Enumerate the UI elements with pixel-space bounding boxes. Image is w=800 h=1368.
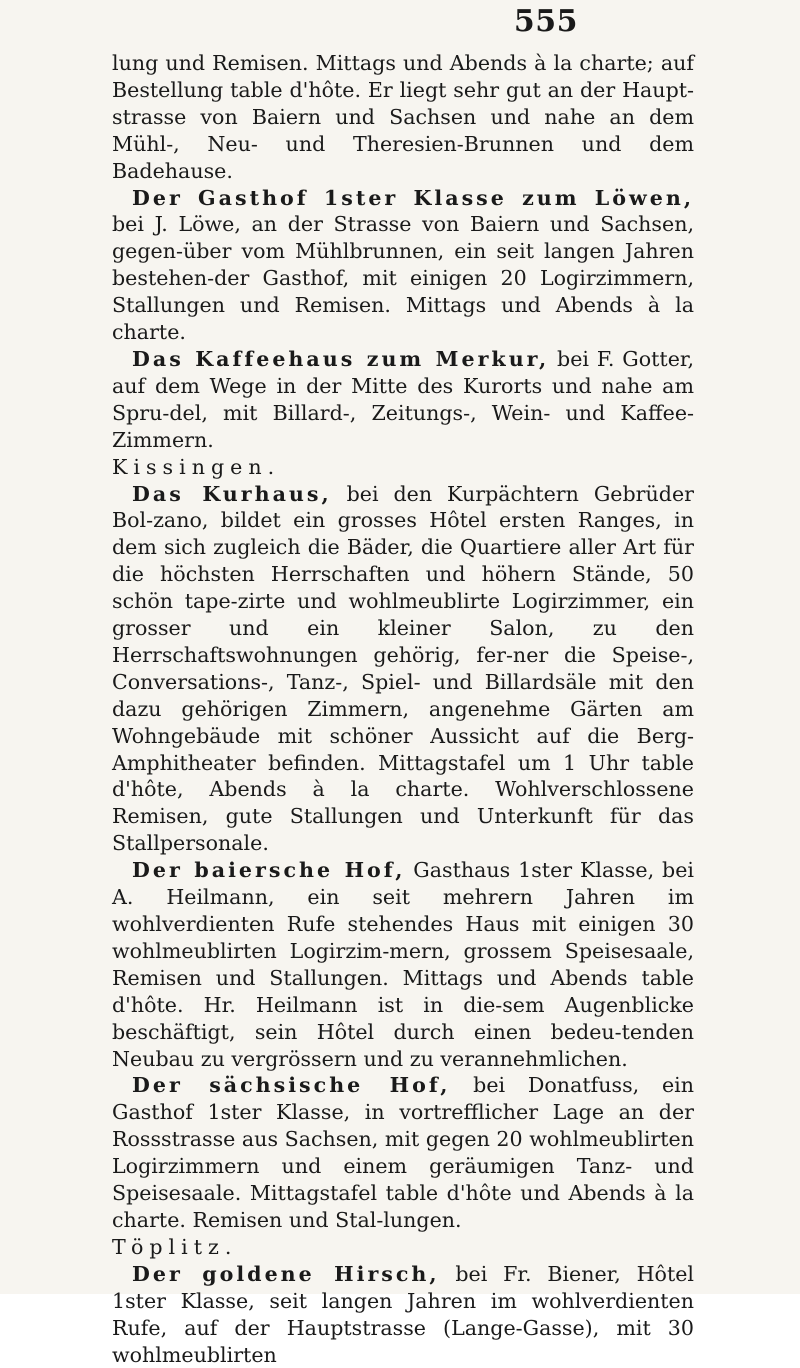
entry-lead: Der sächsische Hof,: [132, 1073, 451, 1098]
entry-lead: Das Kurhaus,: [132, 481, 332, 506]
entry-baierscher-hof: [112, 857, 694, 1072]
entry-goldener-hirsch: [112, 1261, 694, 1368]
paragraph-text: lung und Remisen. Mittags und Abends à la charte; auf Bestellung table d'hôte. Er liegt sehr gut an der Haupt-strasse von Baiern und Sachsen und nahe an dem Mühl-, Neu- und Theresien-Brunnen und dem Badehause.: [112, 51, 694, 183]
page-number: 555: [513, 4, 578, 39]
entry-lead: Der goldene Hirsch,: [132, 1261, 440, 1286]
entry-text: bei J. Löwe, an der Strasse von Baiern und Sachsen, gegen-über vom Mühlbrunnen, ein seit langen Jahren bestehen-der Gasthof, mit einigen 20 Logirzimmern, Stallungen und Remisen. Mittags und Abends à la charte.: [112, 212, 694, 345]
entry-text: bei Donatfuss, ein Gasthof 1ster Klasse, in vortrefflicher Lage an der Rossstrasse aus Sachsen, mit gegen 20 wohlmeublirten Logirzimmern und einem geräumigen Tanz- und Speisesaale. Mittagstafel table d'hôte und Abends à la charte. Remisen und Stal-lungen.: [112, 1073, 694, 1232]
entry-lead: Der Gasthof 1ster Klasse zum Löwen,: [132, 185, 694, 210]
entry-text: bei den Kurpächtern Gebrüder Bol-zano, bildet ein grosses Hôtel ersten Ranges, in dem sich zugleich die Bäder, die Quartiere aller Art für die höchsten Herrschaften und höhern Stände, 50 schön tape-zirte und wohlmeublirte Logirzimmer, ein grosser und ein kleiner Salon, zu den Herrschaftswohnungen gehörig, fer-ner die Speise-, Conversations-, Tanz-, Spiel- und Billardsäle mit den dazu gehörigen Zimmern, angenehme Gärten am Wohngebäude mit schöner Aussicht auf die Berg-Amphitheater befinden. Mittagstafel um 1 Uhr table d'hôte, Abends à la charte. Wohlverschlossene Remisen, gute Stallungen und Unterkunft für das Stallpersonale.: [112, 481, 694, 856]
paragraph-continuation: [112, 50, 694, 185]
entry-text: bei F. Gotter, auf dem Wege in der Mitte des Kurorts und nahe am Spru-del, mit Billard-, Zeitungs-, Wein- und Kaffee-Zimmern.: [112, 346, 695, 452]
entry-kaffeehaus-merkur: [112, 346, 694, 454]
page-body: [112, 50, 694, 1368]
entry-lead: Das Kaffeehaus zum Merkur,: [132, 346, 550, 371]
entry-lead: Der baiersche Hof,: [132, 858, 406, 883]
section-heading-kissingen: Kissingen.: [112, 454, 281, 479]
entry-text: bei Fr. Biener, Hôtel 1ster Klasse, seit langen Jahren im wohlverdienten Rufe, auf der Hauptstrasse (Lange-Gasse), mit 30 wohlmeublirten: [112, 1261, 694, 1367]
entry-gasthof-loewen: [112, 185, 694, 346]
entry-saechsischer-hof: [112, 1072, 694, 1233]
entry-text: Gasthaus 1ster Klasse, bei A. Heilmann, ein seit mehrern Jahren im wohlverdienten Rufe stehendes Haus mit einigen 30 wohlmeublirten Logirzim-mern, grossem Speisesaale, Remisen und Stallungen. Mittags und Abends table d'hôte. Hr. Heilmann ist in die-sem Augenblicke beschäftigt, sein Hôtel durch einen bedeu-tenden Neubau zu vergrössern und zu verannehmlichen.: [112, 858, 694, 1071]
entry-kurhaus: [112, 481, 694, 858]
section-heading-toeplitz: Töplitz.: [112, 1234, 238, 1259]
